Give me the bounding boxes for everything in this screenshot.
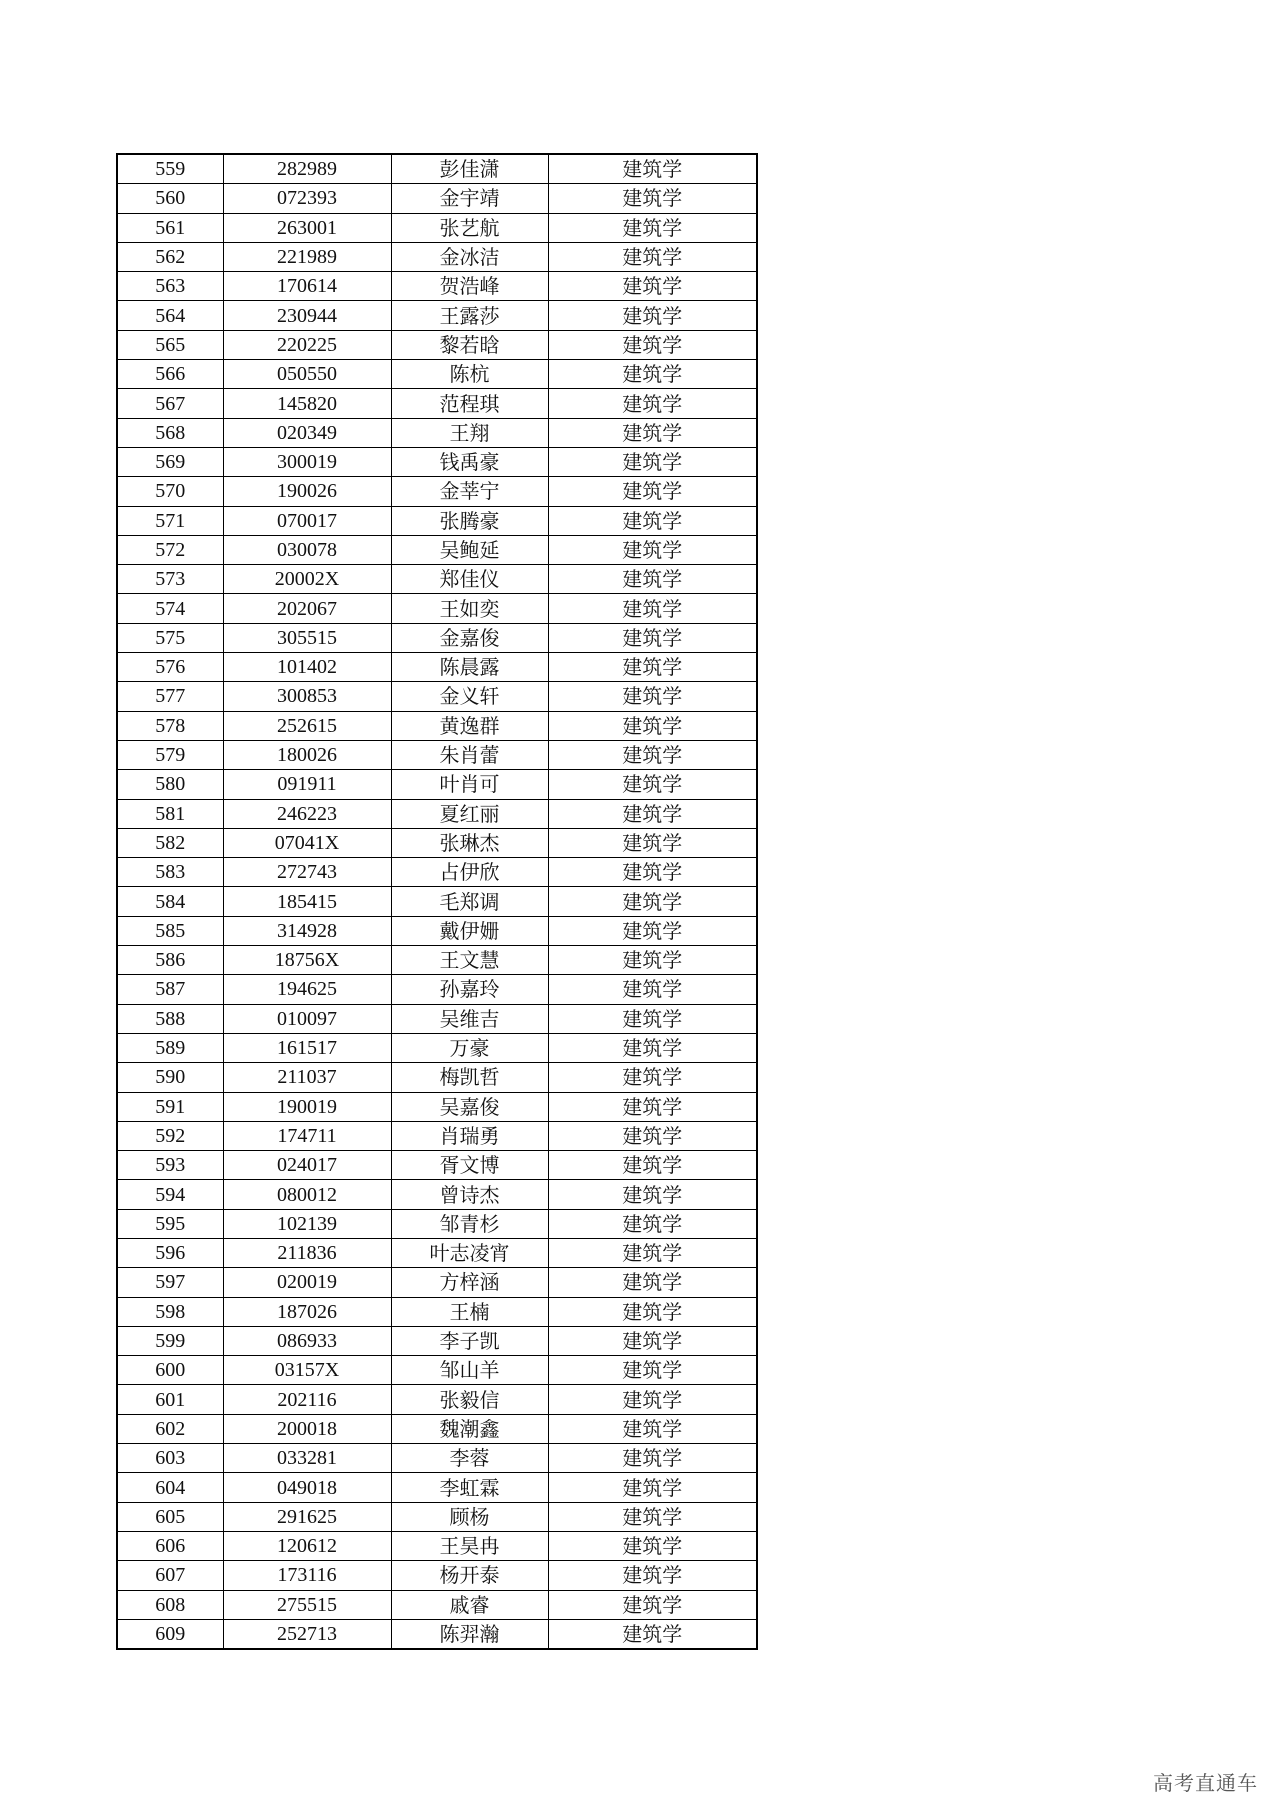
exam-id-cell: 070017 [223,506,391,535]
table-row [117,565,757,594]
table-row [117,740,757,769]
table-row [117,887,757,916]
table-row [117,916,757,945]
major-cell: 建筑学 [548,740,757,769]
student-name-cell: 肖瑞勇 [391,1121,548,1150]
student-name-cell: 张艺航 [391,213,548,242]
table-row [117,711,757,740]
student-name-cell: 夏红丽 [391,799,548,828]
row-number-cell: 589 [117,1033,223,1062]
exam-id-cell: 187026 [223,1297,391,1326]
row-number-cell: 566 [117,360,223,389]
table-row [117,1297,757,1326]
row-number-cell: 569 [117,447,223,476]
row-number-cell: 570 [117,477,223,506]
student-name-cell: 魏潮鑫 [391,1414,548,1443]
student-name-cell: 吴维吉 [391,1004,548,1033]
exam-id-cell: 086933 [223,1326,391,1355]
row-number-cell: 593 [117,1151,223,1180]
exam-id-cell: 20002X [223,565,391,594]
major-cell: 建筑学 [548,1385,757,1414]
row-number-cell: 585 [117,916,223,945]
table-row [117,1209,757,1238]
table-body [117,154,757,1649]
major-cell: 建筑学 [548,653,757,682]
row-number-cell: 562 [117,242,223,271]
student-name-cell: 黄逸群 [391,711,548,740]
exam-id-cell: 202116 [223,1385,391,1414]
exam-id-cell: 033281 [223,1444,391,1473]
table-row [117,858,757,887]
major-cell: 建筑学 [548,975,757,1004]
student-name-cell: 顾杨 [391,1502,548,1531]
major-cell: 建筑学 [548,594,757,623]
major-cell: 建筑学 [548,506,757,535]
table-row [117,389,757,418]
exam-id-cell: 030078 [223,535,391,564]
student-name-cell: 金义轩 [391,682,548,711]
student-name-cell: 张琳杰 [391,828,548,857]
table-row [117,330,757,359]
row-number-cell: 591 [117,1092,223,1121]
major-cell: 建筑学 [548,1268,757,1297]
row-number-cell: 600 [117,1356,223,1385]
major-cell: 建筑学 [548,1033,757,1062]
student-name-cell: 梅凯哲 [391,1063,548,1092]
exam-id-cell: 091911 [223,770,391,799]
exam-id-cell: 020349 [223,418,391,447]
exam-id-cell: 161517 [223,1033,391,1062]
table-row [117,1561,757,1590]
row-number-cell: 590 [117,1063,223,1092]
major-cell: 建筑学 [548,1414,757,1443]
major-cell: 建筑学 [548,770,757,799]
exam-id-cell: 211037 [223,1063,391,1092]
exam-id-cell: 010097 [223,1004,391,1033]
table-row [117,1473,757,1502]
major-cell: 建筑学 [548,1063,757,1092]
student-name-cell: 曾诗杰 [391,1180,548,1209]
student-name-cell: 王翔 [391,418,548,447]
student-name-cell: 邹山羊 [391,1356,548,1385]
student-name-cell: 李子凯 [391,1326,548,1355]
exam-id-cell: 145820 [223,389,391,418]
student-name-cell: 彭佳潇 [391,154,548,184]
student-name-cell: 戚睿 [391,1590,548,1619]
student-name-cell: 叶志凌宵 [391,1238,548,1267]
exam-id-cell: 18756X [223,946,391,975]
exam-id-cell: 314928 [223,916,391,945]
major-cell: 建筑学 [548,711,757,740]
major-cell: 建筑学 [548,418,757,447]
major-cell: 建筑学 [548,887,757,916]
row-number-cell: 588 [117,1004,223,1033]
major-cell: 建筑学 [548,682,757,711]
table-row [117,1444,757,1473]
major-cell: 建筑学 [548,1238,757,1267]
table-row [117,623,757,652]
major-cell: 建筑学 [548,389,757,418]
table-row [117,242,757,271]
table-row [117,828,757,857]
exam-id-cell: 263001 [223,213,391,242]
exam-id-cell: 101402 [223,653,391,682]
student-name-cell: 王昊冉 [391,1531,548,1560]
row-number-cell: 578 [117,711,223,740]
major-cell: 建筑学 [548,213,757,242]
row-number-cell: 574 [117,594,223,623]
student-name-cell: 金冰洁 [391,242,548,271]
major-cell: 建筑学 [548,272,757,301]
exam-id-cell: 194625 [223,975,391,1004]
major-cell: 建筑学 [548,623,757,652]
exam-id-cell: 252713 [223,1619,391,1649]
major-cell: 建筑学 [548,154,757,184]
table-row [117,1033,757,1062]
table-row [117,447,757,476]
major-cell: 建筑学 [548,565,757,594]
student-name-cell: 张腾豪 [391,506,548,535]
exam-id-cell: 173116 [223,1561,391,1590]
row-number-cell: 601 [117,1385,223,1414]
exam-id-cell: 050550 [223,360,391,389]
row-number-cell: 608 [117,1590,223,1619]
row-number-cell: 584 [117,887,223,916]
table-row [117,1092,757,1121]
major-cell: 建筑学 [548,1531,757,1560]
table-row [117,1238,757,1267]
major-cell: 建筑学 [548,1590,757,1619]
student-name-cell: 张毅信 [391,1385,548,1414]
row-number-cell: 595 [117,1209,223,1238]
major-cell: 建筑学 [548,535,757,564]
row-number-cell: 572 [117,535,223,564]
student-name-cell: 范程琪 [391,389,548,418]
row-number-cell: 587 [117,975,223,1004]
student-name-cell: 王文慧 [391,946,548,975]
major-cell: 建筑学 [548,1326,757,1355]
major-cell: 建筑学 [548,1297,757,1326]
row-number-cell: 599 [117,1326,223,1355]
row-number-cell: 575 [117,623,223,652]
exam-id-cell: 03157X [223,1356,391,1385]
row-number-cell: 579 [117,740,223,769]
major-cell: 建筑学 [548,799,757,828]
exam-id-cell: 220225 [223,330,391,359]
admission-list-table [116,153,758,1650]
table-row [117,1531,757,1560]
table-row [117,799,757,828]
row-number-cell: 607 [117,1561,223,1590]
student-name-cell: 陈羿瀚 [391,1619,548,1649]
table-row [117,1180,757,1209]
row-number-cell: 609 [117,1619,223,1649]
student-name-cell: 王楠 [391,1297,548,1326]
row-number-cell: 561 [117,213,223,242]
major-cell: 建筑学 [548,1473,757,1502]
table-row [117,1502,757,1531]
student-name-cell: 吴鲍延 [391,535,548,564]
exam-id-cell: 024017 [223,1151,391,1180]
exam-id-cell: 300019 [223,447,391,476]
row-number-cell: 596 [117,1238,223,1267]
table-row [117,975,757,1004]
student-name-cell: 孙嘉玲 [391,975,548,1004]
row-number-cell: 602 [117,1414,223,1443]
student-name-cell: 金莘宁 [391,477,548,506]
table-row [117,946,757,975]
major-cell: 建筑学 [548,447,757,476]
exam-id-cell: 07041X [223,828,391,857]
student-name-cell: 黎若晗 [391,330,548,359]
exam-id-cell: 221989 [223,242,391,271]
major-cell: 建筑学 [548,1121,757,1150]
major-cell: 建筑学 [548,1209,757,1238]
table-row [117,154,757,184]
exam-id-cell: 185415 [223,887,391,916]
table-row [117,506,757,535]
student-name-cell: 吴嘉俊 [391,1092,548,1121]
student-name-cell: 叶肖可 [391,770,548,799]
student-name-cell: 陈杭 [391,360,548,389]
row-number-cell: 604 [117,1473,223,1502]
student-name-cell: 金嘉俊 [391,623,548,652]
exam-id-cell: 190026 [223,477,391,506]
table-row [117,272,757,301]
row-number-cell: 598 [117,1297,223,1326]
major-cell: 建筑学 [548,242,757,271]
student-name-cell: 万豪 [391,1033,548,1062]
exam-id-cell: 230944 [223,301,391,330]
major-cell: 建筑学 [548,1444,757,1473]
table-row [117,594,757,623]
student-name-cell: 方梓涵 [391,1268,548,1297]
student-name-cell: 朱肖蕾 [391,740,548,769]
table-row [117,360,757,389]
major-cell: 建筑学 [548,1151,757,1180]
major-cell: 建筑学 [548,184,757,213]
table-row [117,1268,757,1297]
table-row [117,653,757,682]
exam-id-cell: 049018 [223,1473,391,1502]
exam-id-cell: 272743 [223,858,391,887]
row-number-cell: 582 [117,828,223,857]
row-number-cell: 586 [117,946,223,975]
exam-id-cell: 291625 [223,1502,391,1531]
row-number-cell: 573 [117,565,223,594]
table-row [117,682,757,711]
student-name-cell: 郑佳仪 [391,565,548,594]
row-number-cell: 565 [117,330,223,359]
table-row [117,301,757,330]
major-cell: 建筑学 [548,477,757,506]
student-name-cell: 李虹霖 [391,1473,548,1502]
major-cell: 建筑学 [548,828,757,857]
student-name-cell: 毛郑调 [391,887,548,916]
student-name-cell: 杨开泰 [391,1561,548,1590]
table-row [117,1326,757,1355]
watermark-text: 高考直通车 [1153,1771,1258,1795]
exam-id-cell: 305515 [223,623,391,652]
major-cell: 建筑学 [548,858,757,887]
major-cell: 建筑学 [548,1180,757,1209]
table-row [117,770,757,799]
exam-id-cell: 211836 [223,1238,391,1267]
table-row [117,1619,757,1649]
exam-id-cell: 200018 [223,1414,391,1443]
major-cell: 建筑学 [548,1619,757,1649]
table-row [117,1385,757,1414]
student-name-cell: 王如奕 [391,594,548,623]
exam-id-cell: 275515 [223,1590,391,1619]
student-name-cell: 邹青杉 [391,1209,548,1238]
row-number-cell: 568 [117,418,223,447]
row-number-cell: 567 [117,389,223,418]
student-name-cell: 贺浩峰 [391,272,548,301]
exam-id-cell: 174711 [223,1121,391,1150]
row-number-cell: 559 [117,154,223,184]
row-number-cell: 583 [117,858,223,887]
table-row [117,1356,757,1385]
row-number-cell: 563 [117,272,223,301]
student-name-cell: 胥文博 [391,1151,548,1180]
exam-id-cell: 252615 [223,711,391,740]
table-row [117,213,757,242]
row-number-cell: 560 [117,184,223,213]
student-name-cell: 金宇靖 [391,184,548,213]
student-name-cell: 钱禹豪 [391,447,548,476]
table-row [117,1414,757,1443]
row-number-cell: 606 [117,1531,223,1560]
table-row [117,535,757,564]
table-row [117,1121,757,1150]
exam-id-cell: 170614 [223,272,391,301]
major-cell: 建筑学 [548,1502,757,1531]
table-row [117,1004,757,1033]
exam-id-cell: 190019 [223,1092,391,1121]
row-number-cell: 580 [117,770,223,799]
major-cell: 建筑学 [548,301,757,330]
student-name-cell: 王露莎 [391,301,548,330]
table-row [117,477,757,506]
student-name-cell: 占伊欣 [391,858,548,887]
exam-id-cell: 282989 [223,154,391,184]
table-row [117,184,757,213]
exam-id-cell: 246223 [223,799,391,828]
exam-id-cell: 102139 [223,1209,391,1238]
row-number-cell: 597 [117,1268,223,1297]
row-number-cell: 594 [117,1180,223,1209]
student-name-cell: 戴伊姗 [391,916,548,945]
major-cell: 建筑学 [548,1004,757,1033]
table-row [117,1590,757,1619]
major-cell: 建筑学 [548,946,757,975]
table-row [117,1151,757,1180]
major-cell: 建筑学 [548,1561,757,1590]
exam-id-cell: 072393 [223,184,391,213]
row-number-cell: 564 [117,301,223,330]
exam-id-cell: 020019 [223,1268,391,1297]
row-number-cell: 592 [117,1121,223,1150]
exam-id-cell: 080012 [223,1180,391,1209]
major-cell: 建筑学 [548,1092,757,1121]
exam-id-cell: 120612 [223,1531,391,1560]
exam-id-cell: 180026 [223,740,391,769]
major-cell: 建筑学 [548,330,757,359]
exam-id-cell: 202067 [223,594,391,623]
major-cell: 建筑学 [548,360,757,389]
row-number-cell: 603 [117,1444,223,1473]
major-cell: 建筑学 [548,916,757,945]
student-name-cell: 李蓉 [391,1444,548,1473]
row-number-cell: 571 [117,506,223,535]
row-number-cell: 581 [117,799,223,828]
major-cell: 建筑学 [548,1356,757,1385]
row-number-cell: 576 [117,653,223,682]
row-number-cell: 577 [117,682,223,711]
exam-id-cell: 300853 [223,682,391,711]
table-row [117,418,757,447]
row-number-cell: 605 [117,1502,223,1531]
student-name-cell: 陈晨露 [391,653,548,682]
table-row [117,1063,757,1092]
